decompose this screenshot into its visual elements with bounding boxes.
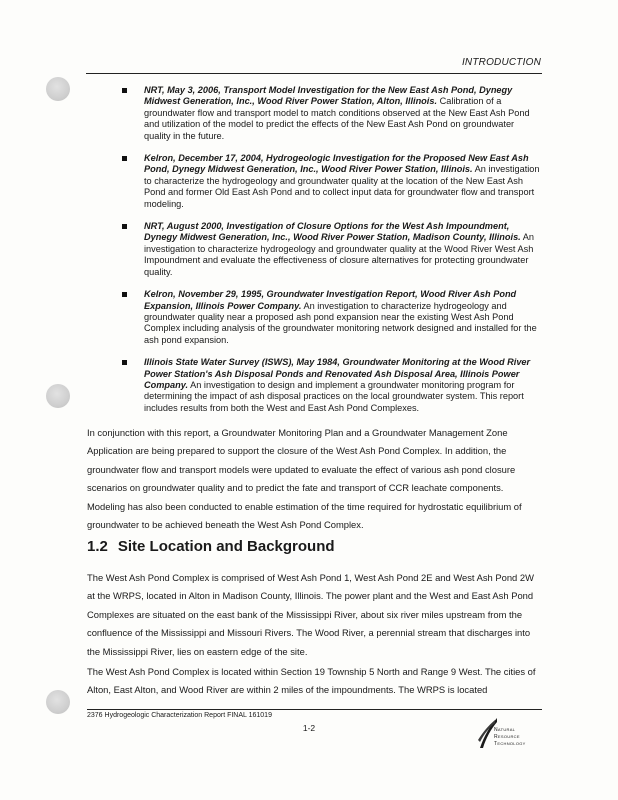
punch-hole-middle (46, 384, 70, 408)
running-header: INTRODUCTION (461, 57, 541, 68)
logo-wordmark: Natural Resource Technology (494, 727, 526, 747)
bullet-square-icon (122, 88, 127, 93)
reference-title: NRT, August 2000, Investigation of Closure Options for the West Ash Impoundment, Dynegy Midwest Generation, Inc., Wood River Power Station, Madison County, Illinois. (144, 221, 521, 243)
reference-item (122, 357, 542, 414)
header-rule (86, 73, 542, 74)
page-number: 1-2 (302, 723, 316, 733)
reference-item (122, 153, 542, 210)
reference-item (122, 221, 542, 278)
reference-title: Illinois State Water Survey (ISWS), May 1984, Groundwater Monitoring at the Wood River Power Station's Ash Disposal Ponds and Renovated Ash Disposal Area, Illinois Power Company. (144, 357, 531, 390)
bullet-square-icon (122, 156, 127, 161)
punch-hole-top (46, 77, 70, 101)
section-number: 1.2 (87, 538, 108, 555)
reference-body: An investigation to characterize hydrogeology and groundwater quality near a proposed ash pond expansion near the existing West Ash Pond Complex including analysis of the groundwater monitoring network designed and installed for the ash pond expansion. (144, 300, 537, 345)
reference-item (122, 289, 542, 346)
body-paragraph-township: The West Ash Pond Complex is located within Section 19 Township 5 North and Range 9 West. The cities of Alton, East Alton, and Wood River are within 2 miles of the impoundments. The WRPS is located (87, 666, 536, 696)
reference-body: An investigation to design and implement a groundwater monitoring program for determining the impact of ash disposal practices on the local groundwater system. This report includes results from both the West and East Ash Pond Complexes. (144, 379, 524, 413)
reference-item (122, 85, 542, 142)
bullet-square-icon (122, 224, 127, 229)
reference-title: NRT, May 3, 2006, Transport Model Investigation for the New East Ash Pond, Dynegy Midwest Generation, Inc., Wood River Power Station, Alton, Illinois. (144, 85, 513, 107)
company-logo (478, 716, 548, 752)
reference-list (122, 85, 542, 425)
body-paragraph-site-location: The West Ash Pond Complex is comprised of West Ash Pond 1, West Ash Pond 2E and West Ash Pond 2W at the WRPS, located in Alton in Madison County, Illinois. The power plant and the West and East Ash Pond Complexes are situated on the east bank of the Mississippi River, about six river miles upstream from the confluence of the Mississippi and Missouri Rivers. The Wood River, a perennial stream that discharges into the Mississippi River, lies on eastern edge of the site. (87, 572, 534, 657)
footer-rule (87, 709, 542, 710)
body-paragraph-conjunction: In conjunction with this report, a Groundwater Monitoring Plan and a Groundwater Management Zone Application are being prepared to support the closure of the West Ash Pond Complex. In addition, the groundwater flow and transport models were updated to evaluate the effect of various ash pond closure scenarios on groundwater quality and to predict the fate and transport of CCR leachate components. Modeling has also been conducted to enable estimation of the time required for hydrostatic equilibrium of groundwater to be achieved beneath the West Ash Pond Complex. (87, 427, 522, 531)
section-title: Site Location and Background (117, 538, 335, 555)
reference-body: Calibration of a groundwater flow and transport model to match conditions observed at the New East Ash Pond and utilization of the model to predict the effects of the New East Ash Pond on groundwater quality in the future. (144, 96, 530, 141)
reference-body: An investigation to characterize the hydrogeology and groundwater quality at the location of the New East Ash Pond and former Old East Ash Pond and to collect input data for groundwater flow and transport modeling. (144, 164, 540, 209)
bullet-square-icon (122, 292, 127, 297)
reference-title: Kelron, November 29, 1995, Groundwater Investigation Report, Wood River Ash Pond Expansion, Illinois Power Company. (144, 289, 517, 311)
reference-title: Kelron, December 17, 2004, Hydrogeologic Investigation for the Proposed New East Ash Pond, Dynegy Midwest Generation, Inc., Wood River Power Station, Illinois. (144, 153, 529, 175)
section-heading (87, 538, 335, 555)
reference-body: An investigation to characterize hydrogeology and groundwater quality at the Wood River West Ash Impoundment and evaluate the effectiveness of closure alternatives for protecting groundwater quality. (144, 232, 535, 277)
bullet-square-icon (122, 360, 127, 365)
footer-document-reference: 2376 Hydrogeologic Characterization Report FINAL 161019 (87, 712, 272, 719)
punch-hole-bottom (46, 690, 70, 714)
